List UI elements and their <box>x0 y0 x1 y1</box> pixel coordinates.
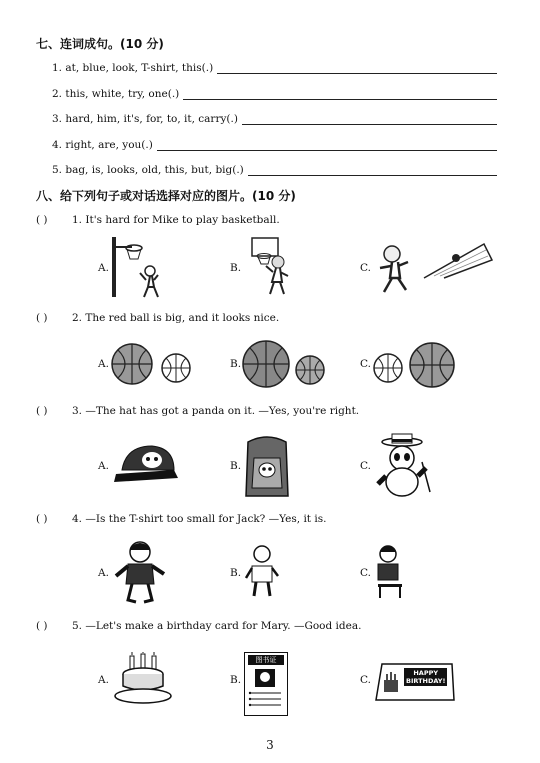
answer-paren[interactable]: ( ) <box>36 620 48 632</box>
sentence-words: 2. this, white, try, one(.) <box>52 88 180 100</box>
sentence-item-5 <box>52 164 497 176</box>
option-label-b: B. <box>230 567 242 579</box>
answer-line[interactable] <box>183 89 497 100</box>
sentence-item-3 <box>52 113 497 125</box>
option-label-b: B. <box>230 262 242 274</box>
question-text: 3. —The hat has got a panda on it. —Yes, you're right. <box>72 405 360 417</box>
answer-paren[interactable]: ( ) <box>36 214 48 226</box>
option-label-a: A. <box>98 674 109 686</box>
question-2 <box>36 312 279 324</box>
answer-line[interactable] <box>217 63 497 74</box>
card-greeting-line2: BIRTHDAY! <box>406 677 446 685</box>
option-label-b: B. <box>230 674 242 686</box>
boy-sitting-icon[interactable] <box>372 544 406 600</box>
answer-line[interactable] <box>248 165 497 176</box>
boy-in-tshirt-icon[interactable] <box>112 540 168 606</box>
section-8-title: 八、给下列句子或对话选择对应的图片。(10 分) <box>36 189 296 203</box>
question-text: 2. The red ball is big, and it looks nice. <box>72 312 280 324</box>
answer-paren[interactable]: ( ) <box>36 513 48 525</box>
sentence-words: 1. at, blue, look, T-shirt, this(.) <box>52 62 214 74</box>
basketball-hoop-boy-icon[interactable] <box>110 235 170 300</box>
sentence-words: 3. hard, him, it's, for, to, it, carry(.) <box>52 113 238 125</box>
question-5 <box>36 620 361 632</box>
cap-with-panda-icon[interactable] <box>112 440 182 490</box>
option-label-a: A. <box>98 358 109 370</box>
panda-wearing-hat-icon[interactable] <box>372 432 436 498</box>
card-header: 图书证 <box>248 655 284 665</box>
question-text: 4. —Is the T-shirt too small for Jack? —Yes, it is. <box>72 513 327 525</box>
boy-standing-icon[interactable] <box>244 544 280 600</box>
sentence-item-4 <box>52 139 497 151</box>
big-ball-and-small-ball-icon[interactable] <box>110 342 194 386</box>
boy-with-hoop-icon[interactable] <box>242 236 294 298</box>
option-label-a: A. <box>98 262 109 274</box>
option-label-b: B. <box>230 460 242 472</box>
backpack-with-panda-icon[interactable] <box>242 432 292 500</box>
sentence-words: 5. bag, is, looks, old, this, but, big(.) <box>52 164 244 176</box>
boy-playing-football-icon[interactable] <box>374 238 494 298</box>
birthday-card-icon[interactable] <box>374 660 456 702</box>
sentence-words: 4. right, are, you(.) <box>52 139 153 151</box>
option-label-c: C. <box>360 358 371 370</box>
option-label-c: C. <box>360 567 371 579</box>
option-label-a: A. <box>98 460 109 472</box>
answer-paren[interactable]: ( ) <box>36 312 48 324</box>
question-text: 1. It's hard for Mike to play basketball. <box>72 214 280 226</box>
answer-paren[interactable]: ( ) <box>36 405 48 417</box>
option-label-b: B. <box>230 358 242 370</box>
sentence-item-2 <box>52 88 497 100</box>
question-1 <box>36 214 280 226</box>
option-label-c: C. <box>360 262 371 274</box>
birthday-cake-icon[interactable] <box>114 652 172 706</box>
card-greeting <box>404 668 447 686</box>
page-number: 3 <box>266 738 274 752</box>
card-photo-icon <box>245 667 287 713</box>
card-greeting-line1: HAPPY <box>413 669 439 677</box>
sentence-item-1 <box>52 62 497 74</box>
answer-line[interactable] <box>157 140 497 151</box>
question-4 <box>36 513 326 525</box>
option-label-c: C. <box>360 674 371 686</box>
question-3 <box>36 405 359 417</box>
question-text: 5. —Let's make a birthday card for Mary. —Good idea. <box>72 620 362 632</box>
small-ball-and-big-ball-icon[interactable] <box>372 340 458 390</box>
option-label-c: C. <box>360 460 371 472</box>
option-label-a: A. <box>98 567 109 579</box>
big-ball-and-small-ball-icon[interactable] <box>240 338 328 390</box>
library-card-icon[interactable] <box>244 652 288 716</box>
answer-line[interactable] <box>242 114 497 125</box>
section-7-title: 七、连词成句。(10 分) <box>36 37 164 51</box>
